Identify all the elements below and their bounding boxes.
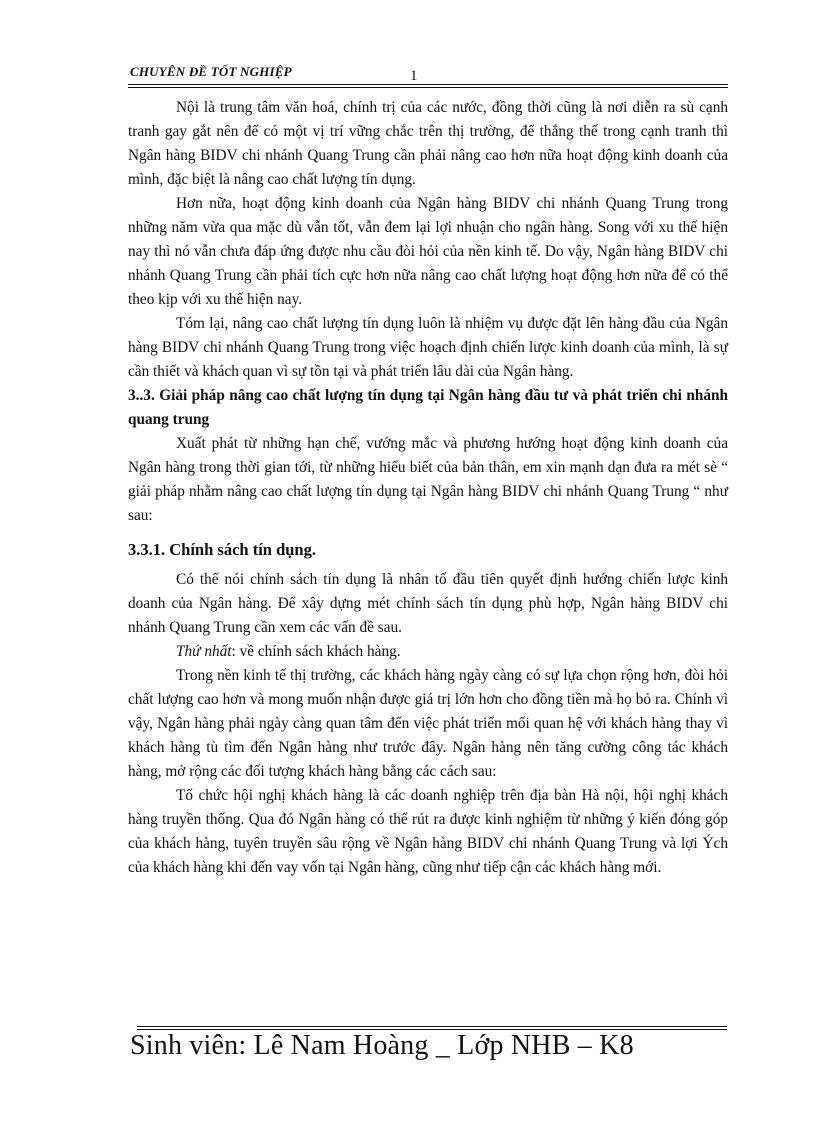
paragraph-text: : về chính sách khách hàng. <box>231 643 401 660</box>
footer-rule-top <box>137 1026 727 1027</box>
document-title: CHUYÊN ĐỀ TỐT NGHIỆP <box>130 64 292 79</box>
header-rule-top <box>128 84 728 85</box>
paragraph-lead: Thứ nhất <box>176 643 232 660</box>
paragraph: Trong nền kinh tế thị trường, các khách hàng ngày càng có sự lựa chọn rộng hơn, đòi hỏi chất lượng cao hơn và mong muốn nhận được giá trị lớn hơn cho đồng tiền mà họ bỏ ra. Chính vì vậy, Ngân hàng phải ngày càng quan tâm đến việc phát triển mối quan hệ với khách hàng thay vì khách hàng tù tìm đến Ngân hàng như trước đây. Ngân hàng nên tăng cường công tác khách hàng, mở rộng các đối tượng khách hàng bằng các cách sau: <box>128 667 728 780</box>
paragraph: Tóm lại, nâng cao chất lượng tín dụng luôn là nhiệm vụ được đặt lên hàng đầu của Ngân hàng BIDV chi nhánh Quang Trung trong việc hoạch định chiến lược kinh doanh của mình, là sự cần thiết và khách quan vì sự tồn tại và phát triển lâu dài của Ngân hàng. <box>128 315 728 380</box>
paragraph: Hơn nữa, hoạt động kinh doanh của Ngân hàng BIDV chi nhánh Quang Trung trong những năm vừa qua mặc dù vẫn tốt, vẫn đem lại lợi nhuận cho ngân hàng. Song với xu thế hiện nay thì nó vẫn chưa đáp ứng được nhu cầu đòi hỏi của nền kinh tế. Do vậy, Ngân hàng BIDV chi nhánh Quang Trung cần phải tích cực hơn nữa nâng cao chất lượng hoạt động hơn nữa để có thể theo kịp với xu thế hiện nay. <box>128 195 728 308</box>
paragraph: Có thể nói chính sách tín dụng là nhân tố đầu tiên quyết định hướng chiến lược kinh doanh của Ngân hàng. Để xây dựng mét chính sách tín dụng phù hợp, Ngân hàng BIDV chi nhánh Quang Trung cần xem các vấn đề sau. <box>128 571 728 636</box>
section-heading: 3..3. Giải pháp nâng cao chất lượng tín dụng tại Ngân hàng đầu tư và phát triển chi nhánh quang trung <box>128 387 728 428</box>
subsection-heading: 3.3.1. Chính sách tín dụng. <box>128 540 316 559</box>
header-rule-bottom <box>128 87 728 88</box>
paragraph: Xuất phát từ những hạn chế, vướng mắc và phương hướng hoạt động kinh doanh của Ngân hàng trong thời gian tới, từ những hiểu biết của bản thân, em xin mạnh dạn đưa ra mét sè “ giải pháp nhằm nâng cao chất lượng tín dụng tại Ngân hàng BIDV chi nhánh Quang Trung “ như sau: <box>128 435 728 524</box>
paragraph: Nội là trung tâm văn hoá, chính trị của các nước, đồng thời cũng là nơi diễn ra sù cạnh tranh gay gắt nên để có một vị trí vững chắc trên thị trường, để thắng thế trong cạnh tranh thì Ngân hàng BIDV chi nhánh Quang Trung cần phải nâng cao hơn nữa hoạt động kinh doanh của mình, đặc biệt là nâng cao chất lượng tín dụng. <box>128 99 728 188</box>
paragraph <box>128 640 728 664</box>
page-number: 1 <box>410 68 418 84</box>
footer-student-info: Sinh viên: Lê Nam Hoàng _ Lớp NHB – K8 <box>130 1030 634 1061</box>
paragraph: Tổ chức hội nghị khách hàng là các doanh nghiệp trên địa bàn Hà nội, hội nghị khách hàng truyền thống. Qua đó Ngân hàng có thể rút ra được kinh nghiệm từ những ý kiến đóng góp của khách hàng, tuyên truyền sâu rộng về Ngân hàng BIDV chi nhánh Quang Trung và lợi Ých của khách hàng khi đến vay vốn tại Ngân hàng, cũng như tiếp cận các khách hàng mới. <box>128 787 728 876</box>
document-body <box>128 96 728 880</box>
